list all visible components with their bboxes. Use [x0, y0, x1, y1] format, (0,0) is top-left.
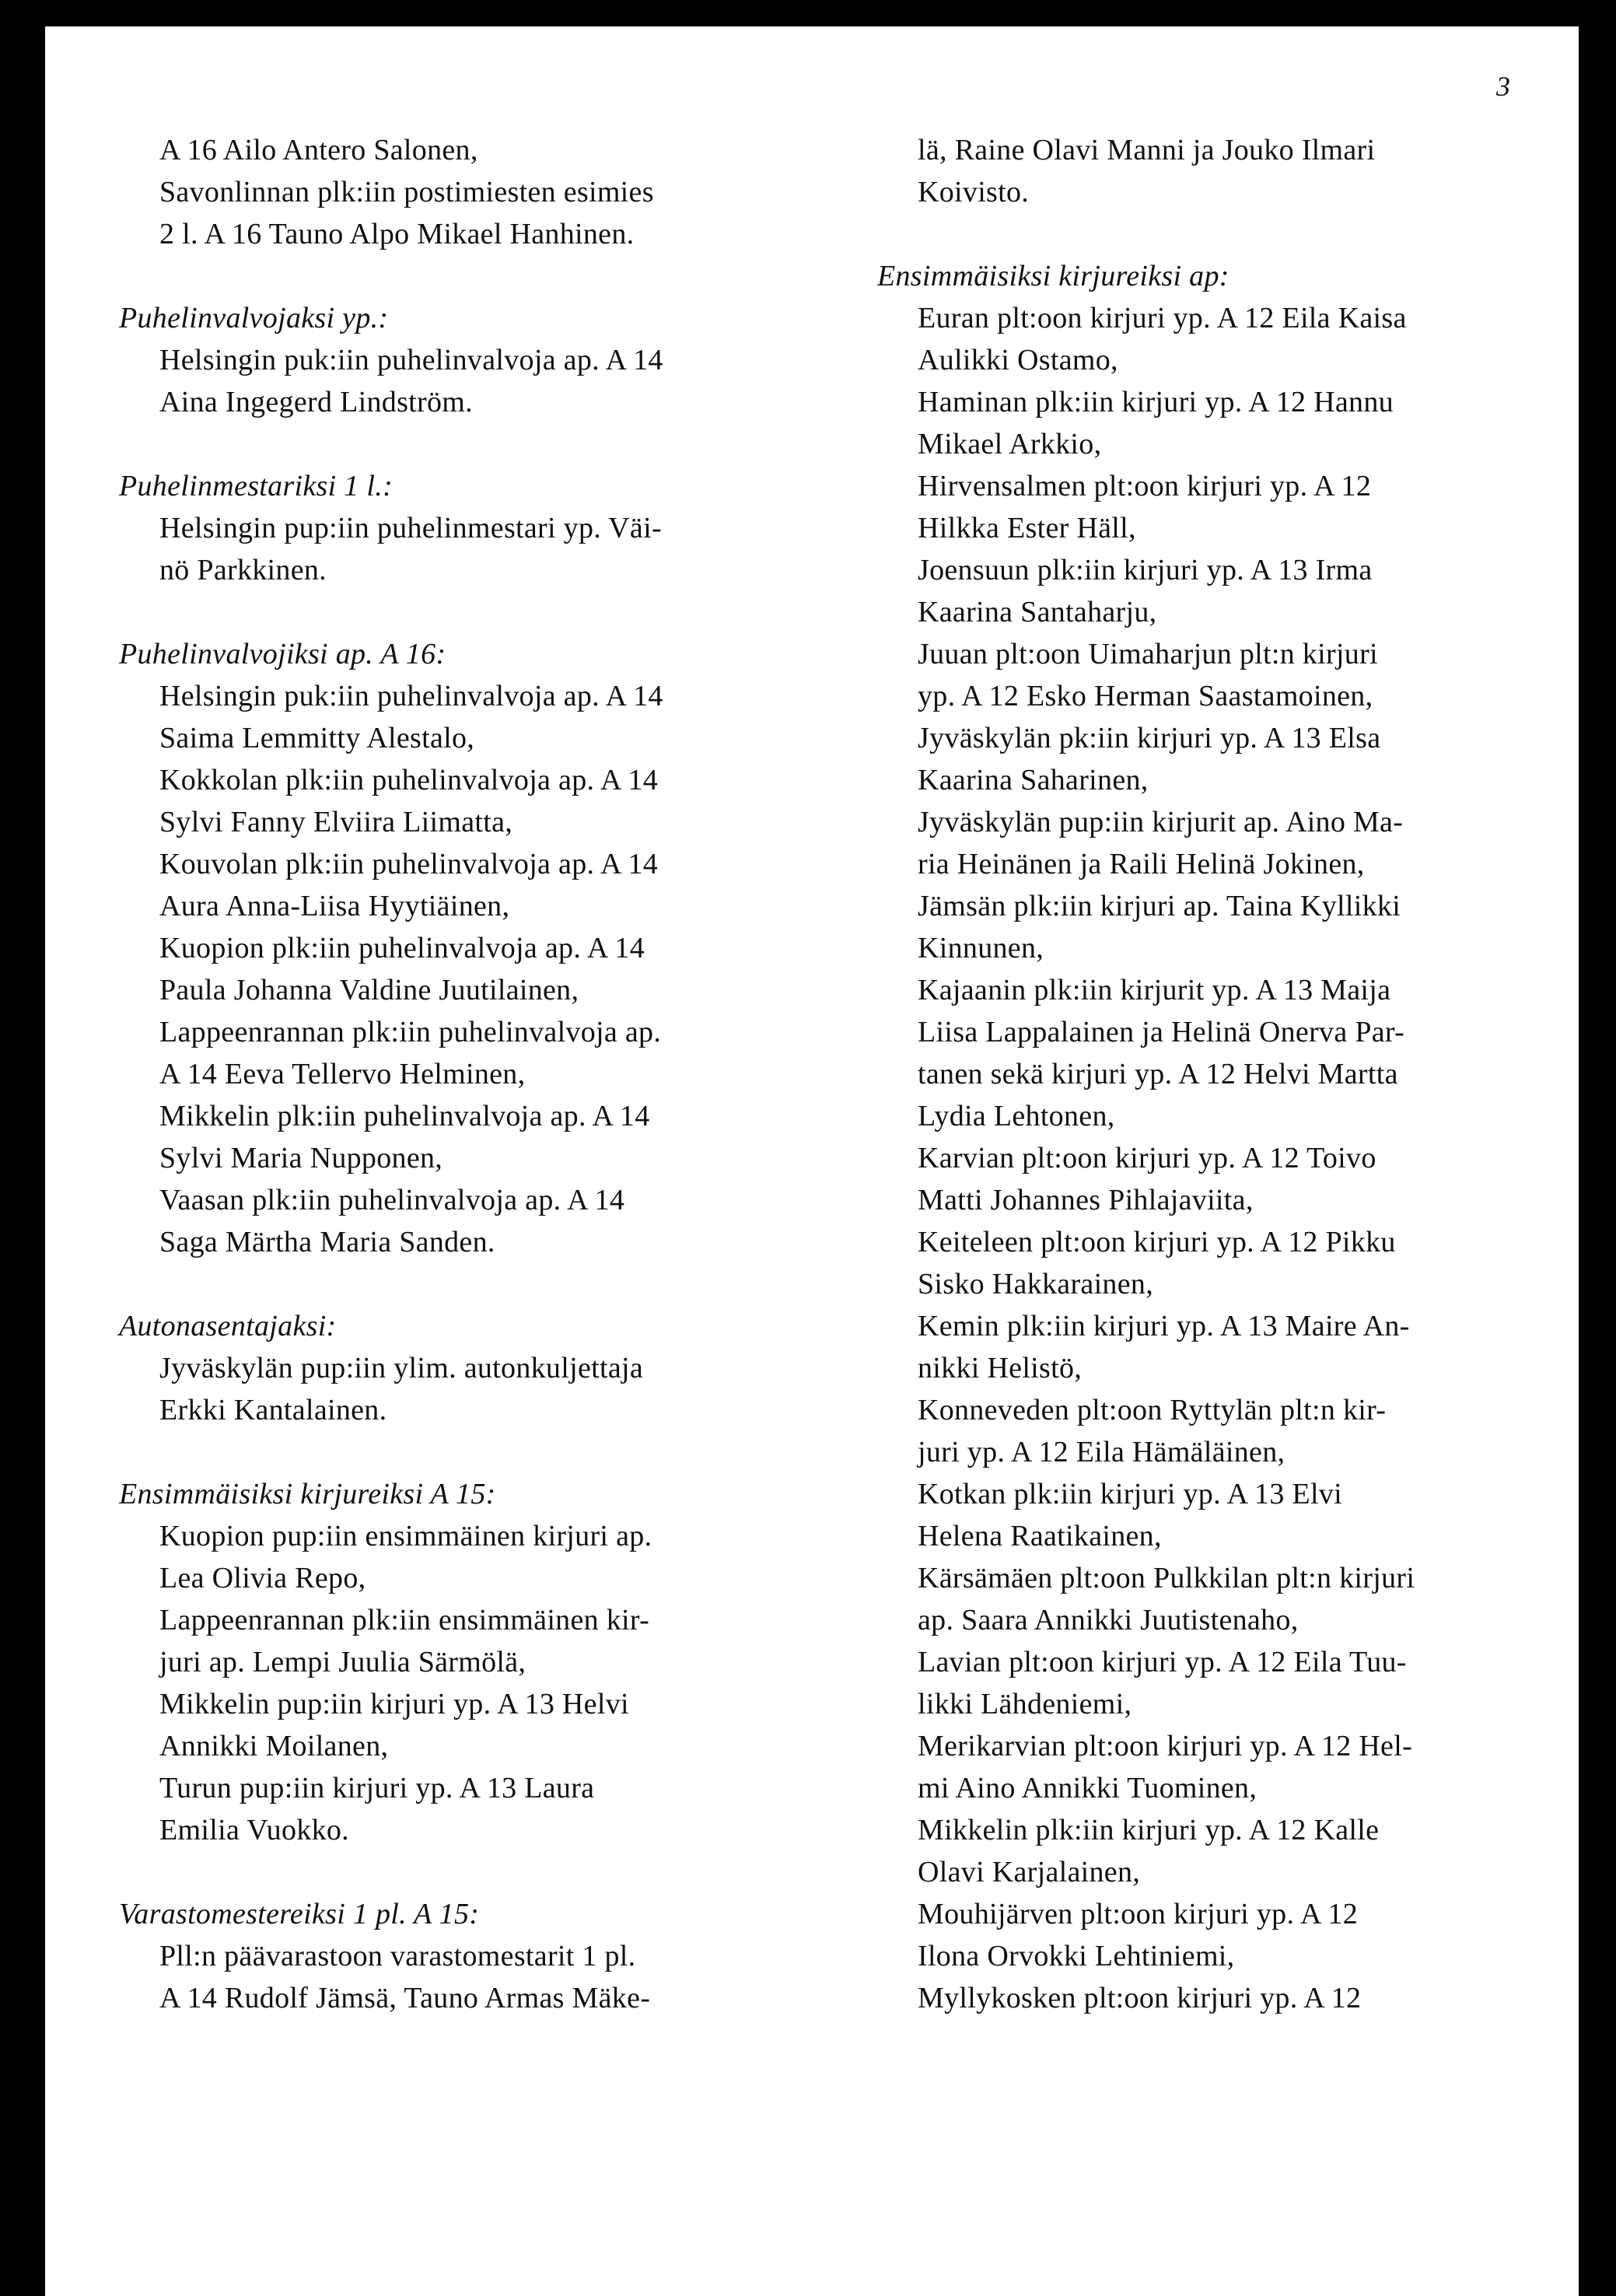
- text-line: Kinnunen,: [918, 932, 1044, 964]
- text-line: Lappeenrannan plk:iin ensimmäinen kir-: [159, 1604, 650, 1636]
- text-line: Joensuun plk:iin kirjuri yp. A 13 Irma: [918, 554, 1373, 586]
- text-line: Lydia Lehtonen,: [918, 1100, 1115, 1132]
- text-line: Mikkelin plk:iin kirjuri yp. A 12 Kalle: [918, 1814, 1380, 1846]
- section-heading: Ensimmäisiksi kirjureiksi A 15:: [119, 1478, 496, 1510]
- text-line: Koivisto.: [918, 176, 1030, 208]
- section-heading: Puhelinmestariksi 1 l.:: [119, 470, 394, 502]
- text-line: Konneveden plt:oon Ryttylän plt:n kir-: [918, 1394, 1387, 1426]
- text-line: Jyväskylän pup:iin ylim. autonkuljettaja: [159, 1352, 644, 1384]
- text-line: Kaarina Saharinen,: [918, 764, 1149, 796]
- text-line: Mouhijärven plt:oon kirjuri yp. A 12: [918, 1898, 1358, 1930]
- text-line: Helsingin puk:iin puhelinvalvoja ap. A 14: [159, 344, 663, 376]
- text-line: Lappeenrannan plk:iin puhelinvalvoja ap.: [159, 1016, 662, 1048]
- text-line: Erkki Kantalainen.: [159, 1394, 387, 1426]
- text-line: Hilkka Ester Häll,: [918, 512, 1136, 544]
- page-number: 3: [1496, 71, 1510, 102]
- section-body: [119, 507, 854, 591]
- text-line: Mikkelin plk:iin puhelinvalvoja ap. A 14: [159, 1100, 650, 1132]
- section-body: [877, 297, 1563, 2019]
- text-line: Helena Raatikainen,: [918, 1520, 1162, 1552]
- text-line: Haminan plk:iin kirjuri yp. A 12 Hannu: [918, 386, 1394, 418]
- text-line: Aina Ingegerd Lindström.: [159, 386, 473, 418]
- section-body: [119, 1935, 854, 2019]
- text-line: Hirvensalmen plt:oon kirjuri yp. A 12: [918, 470, 1372, 502]
- text-line: Saima Lemmitty Alestalo,: [159, 722, 475, 754]
- text-line: Kokkolan plk:iin puhelinvalvoja ap. A 14: [159, 764, 659, 796]
- text-line: Mikkelin pup:iin kirjuri yp. A 13 Helvi: [159, 1688, 629, 1720]
- text-line: Myllykosken plt:oon kirjuri yp. A 12: [918, 1982, 1362, 2014]
- text-line: Lavian plt:oon kirjuri yp. A 12 Eila Tuu-: [918, 1646, 1407, 1678]
- text-line: lä, Raine Olavi Manni ja Jouko Ilmari: [918, 134, 1376, 166]
- text-line: Kuopion pup:iin ensimmäinen kirjuri ap.: [159, 1520, 652, 1552]
- text-line: Kajaanin plk:iin kirjurit yp. A 13 Maija: [918, 974, 1391, 1006]
- text-line: Olavi Karjalainen,: [918, 1856, 1141, 1888]
- section-body: [119, 339, 854, 423]
- text-line: Kouvolan plk:iin puhelinvalvoja ap. A 14: [159, 848, 659, 880]
- text-line: Sylvi Maria Nupponen,: [159, 1142, 443, 1174]
- right-column: [877, 129, 1563, 2019]
- section-heading: Puhelinvalvojiksi ap. A 16:: [119, 638, 446, 670]
- section-heading: Autonasentajaksi:: [119, 1310, 337, 1342]
- text-line: Keiteleen plt:oon kirjuri yp. A 12 Pikku: [918, 1226, 1396, 1258]
- text-line: Mikael Arkkio,: [918, 428, 1102, 460]
- document-page: [45, 26, 1579, 2296]
- text-line: A 14 Eeva Tellervo Helminen,: [159, 1058, 526, 1090]
- text-line: Paula Johanna Valdine Juutilainen,: [159, 974, 579, 1006]
- text-line: 2 l. A 16 Tauno Alpo Mikael Hanhinen.: [159, 218, 635, 250]
- section-body: [119, 675, 854, 1263]
- left-column: [119, 129, 854, 2019]
- text-line: Kotkan plk:iin kirjuri yp. A 13 Elvi: [918, 1478, 1342, 1510]
- section-body: [119, 1515, 854, 1851]
- text-line: Sylvi Fanny Elviira Liimatta,: [159, 806, 513, 838]
- text-line: Jyväskylän pup:iin kirjurit ap. Aino Ma-: [918, 806, 1404, 838]
- text-line: Annikki Moilanen,: [159, 1730, 389, 1762]
- text-line: Pll:n päävarastoon varastomestarit 1 pl.: [159, 1940, 636, 1972]
- text-line: nikki Helistö,: [918, 1352, 1083, 1384]
- text-line: ria Heinänen ja Raili Helinä Jokinen,: [918, 848, 1365, 880]
- text-line: Kuopion plk:iin puhelinvalvoja ap. A 14: [159, 932, 645, 964]
- text-line: Aulikki Ostamo,: [918, 344, 1118, 376]
- text-line: juri ap. Lempi Juulia Särmölä,: [159, 1646, 526, 1678]
- text-line: Savonlinnan plk:iin postimiesten esimies: [159, 176, 654, 208]
- text-line: Ilona Orvokki Lehtiniemi,: [918, 1940, 1235, 1972]
- text-line: Kärsämäen plt:oon Pulkkilan plt:n kirjuri: [918, 1562, 1415, 1594]
- text-line: Sisko Hakkarainen,: [918, 1268, 1153, 1300]
- text-line: Euran plt:oon kirjuri yp. A 12 Eila Kaisa: [918, 302, 1407, 334]
- text-line: mi Aino Annikki Tuominen,: [918, 1772, 1257, 1804]
- section-heading: Puhelinvalvojaksi yp.:: [119, 302, 389, 334]
- section-heading: Varastomestereiksi 1 pl. A 15:: [119, 1898, 480, 1930]
- text-line: Matti Johannes Pihlajaviita,: [918, 1184, 1254, 1216]
- text-line: ap. Saara Annikki Juutistenaho,: [918, 1604, 1299, 1636]
- text-line: Saga Märtha Maria Sanden.: [159, 1226, 495, 1258]
- text-line: Juuan plt:oon Uimaharjun plt:n kirjuri: [918, 638, 1378, 670]
- text-line: juri yp. A 12 Eila Hämäläinen,: [918, 1436, 1285, 1468]
- text-line: Karvian plt:oon kirjuri yp. A 12 Toivo: [918, 1142, 1376, 1174]
- section-body: [119, 1347, 854, 1431]
- text-line: likki Lähdeniemi,: [918, 1688, 1132, 1720]
- text-line: Vaasan plk:iin puhelinvalvoja ap. A 14: [159, 1184, 625, 1216]
- text-line: A 16 Ailo Antero Salonen,: [159, 134, 478, 166]
- text-line: tanen sekä kirjuri yp. A 12 Helvi Martta: [918, 1058, 1398, 1090]
- text-line: yp. A 12 Esko Herman Saastamoinen,: [918, 680, 1373, 712]
- text-line: Kemin plk:iin kirjuri yp. A 13 Maire An-: [918, 1310, 1410, 1342]
- right-intro: [877, 129, 1563, 213]
- text-line: Jyväskylän pk:iin kirjuri yp. A 13 Elsa: [918, 722, 1381, 754]
- text-line: Aura Anna-Liisa Hyytiäinen,: [159, 890, 510, 922]
- text-line: Turun pup:iin kirjuri yp. A 13 Laura: [159, 1772, 595, 1804]
- text-line: Helsingin puk:iin puhelinvalvoja ap. A 14: [159, 680, 663, 712]
- text-line: Lea Olivia Repo,: [159, 1562, 366, 1594]
- text-line: Merikarvian plt:oon kirjuri yp. A 12 Hel-: [918, 1730, 1413, 1762]
- text-line: Emilia Vuokko.: [159, 1814, 349, 1846]
- section-heading: Ensimmäisiksi kirjureiksi ap:: [877, 260, 1229, 292]
- text-line: nö Parkkinen.: [159, 554, 327, 586]
- text-line: Jämsän plk:iin kirjuri ap. Taina Kyllikki: [918, 890, 1401, 922]
- text-line: A 14 Rudolf Jämsä, Tauno Armas Mäke-: [159, 1982, 651, 2014]
- text-line: Liisa Lappalainen ja Helinä Onerva Par-: [918, 1016, 1405, 1048]
- left-intro: [119, 129, 854, 255]
- text-line: Helsingin pup:iin puhelinmestari yp. Väi-: [159, 512, 662, 544]
- text-line: Kaarina Santaharju,: [918, 596, 1157, 628]
